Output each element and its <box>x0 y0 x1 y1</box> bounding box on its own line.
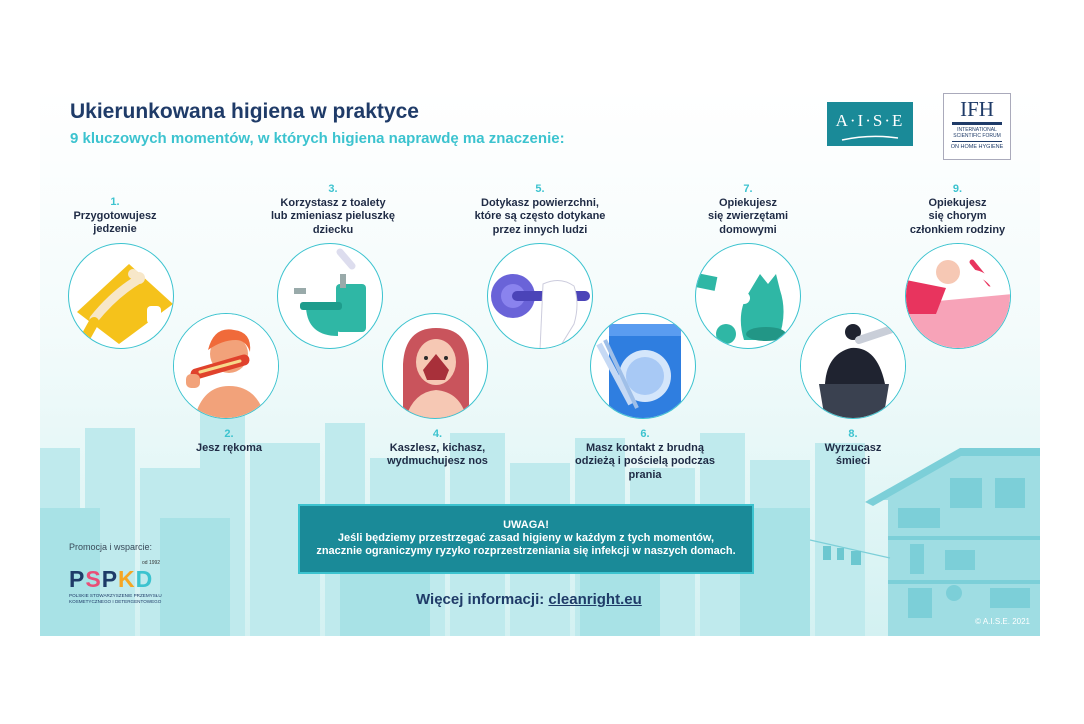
step-8-label: 8. Wyrzucasz śmieci <box>824 428 882 467</box>
copyright: © A.I.S.E. 2021 <box>975 617 1030 626</box>
page-title: Ukierunkowana higiena w praktyce <box>70 100 419 123</box>
step-1-label: 1. Przygotowujesz jedzenie <box>73 196 157 235</box>
step-6-label: 6. Masz kontakt z brudną odzieżą i pościelą podczas prania <box>575 428 715 481</box>
more-info: Więcej informacji: cleanright.eu <box>416 591 642 608</box>
toilet-illustration <box>277 243 383 349</box>
aise-swoosh-icon <box>840 134 900 142</box>
pet-care-illustration <box>695 243 801 349</box>
step-2-label: 2. Jesz rękoma <box>195 428 263 454</box>
touching-surfaces-illustration <box>487 243 593 349</box>
warning-notice: UWAGA! Jeśli będziemy przestrzegać zasad higieny w każdym z tych momentów, znacznie ograniczymy ryzyko rozprzestrzeniania się infekcji w naszych domach. <box>298 504 754 574</box>
ifh-logo: IFH INTERNATIONAL SCIENTIFIC FORUM ON HOME HYGIENE <box>943 93 1011 160</box>
caring-for-sick-illustration <box>905 243 1011 349</box>
step-7-label: 7. Opiekujesz się zwierzętami domowymi <box>707 183 789 236</box>
eating-with-hands-illustration <box>173 313 279 419</box>
coughing-sneezing-illustration <box>382 313 488 419</box>
step-9-label: 9. Opiekujesz się chorym członkiem rodziny <box>909 183 1006 236</box>
trash-disposal-illustration <box>800 313 906 419</box>
laundry-illustration <box>590 313 696 419</box>
cleanright-link[interactable]: cleanright.eu <box>548 591 642 608</box>
infographic-panel <box>40 88 1040 636</box>
step-5-label: 5. Dotykasz powierzchni, które są często dotykane przez innych ludzi <box>474 183 606 236</box>
step-3-label: 3. Korzystasz z toalety lub zmieniasz pieluszkę dziecku <box>270 183 396 236</box>
pspkd-logo: od 1992 PSPKD POLSKIE STOWARZYSZENIE PRZEMYSŁU KOSMETYCZNEGO I DETERGENTOWEGO <box>69 560 162 604</box>
step-4-label: 4. Kaszlesz, kichasz, wydmuchujesz nos <box>387 428 488 467</box>
aise-logo: A·I·S·E <box>827 102 913 146</box>
page-subtitle: 9 kluczowych momentów, w których higiena naprawdę ma znaczenie: <box>70 130 565 147</box>
promo-label: Promocja i wsparcie: <box>69 542 153 552</box>
food-preparation-illustration <box>68 243 174 349</box>
